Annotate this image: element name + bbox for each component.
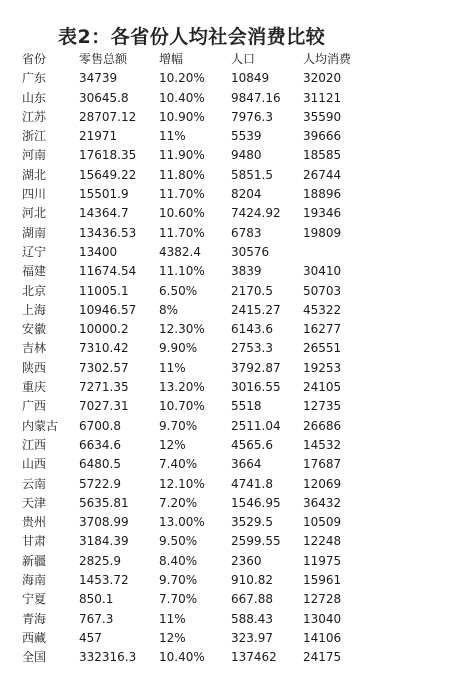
cell-per-capita: 12728 — [303, 592, 342, 607]
cell-growth: 10.70% — [159, 399, 205, 414]
cell-province: 上海 — [22, 302, 47, 317]
cell-population: 4565.6 — [231, 437, 273, 452]
cell-retail-total: 34739 — [79, 71, 118, 86]
table-row — [22, 610, 363, 629]
cell-retail-total: 10000.2 — [79, 322, 129, 337]
cell-retail-total: 10946.57 — [79, 302, 137, 317]
table-row — [22, 648, 363, 667]
table-row — [22, 127, 363, 146]
cell-population: 137462 — [231, 650, 277, 665]
cell-population: 910.82 — [231, 573, 273, 588]
cell-growth: 12% — [159, 437, 186, 452]
cell-population: 9480 — [231, 148, 262, 163]
cell-population: 2511.04 — [231, 418, 281, 433]
header-population: 人口 — [231, 52, 256, 66]
cell-per-capita: 26686 — [303, 418, 342, 433]
cell-population: 588.43 — [231, 611, 273, 626]
cell-province: 吉林 — [22, 341, 47, 356]
table-row — [22, 417, 363, 436]
cell-retail-total: 21971 — [79, 129, 118, 144]
cell-growth: 7.20% — [159, 495, 198, 510]
header-growth: 增幅 — [159, 52, 184, 66]
cell-population: 3839 — [231, 264, 262, 279]
cell-retail-total: 15649.22 — [79, 167, 137, 182]
table-row — [22, 89, 363, 108]
cell-growth: 12.10% — [159, 476, 205, 491]
cell-province: 全国 — [22, 650, 47, 665]
cell-population: 7976.3 — [231, 109, 273, 124]
table-row — [22, 339, 363, 358]
table-row — [22, 455, 363, 474]
cell-province: 宁夏 — [22, 592, 47, 607]
cell-growth: 7.70% — [159, 592, 198, 607]
cell-growth: 9.90% — [159, 341, 198, 356]
cell-retail-total: 13436.53 — [79, 225, 137, 240]
cell-population: 5518 — [231, 399, 262, 414]
table-row — [22, 69, 363, 88]
header-retail-total: 零售总额 — [79, 52, 128, 66]
table-row — [22, 359, 363, 378]
cell-population: 10849 — [231, 71, 270, 86]
cell-per-capita: 19809 — [303, 225, 342, 240]
cell-per-capita: 18585 — [303, 148, 342, 163]
cell-population: 6783 — [231, 225, 262, 240]
cell-province: 甘肃 — [22, 534, 47, 549]
cell-province: 安徽 — [22, 322, 47, 337]
cell-growth: 8% — [159, 302, 179, 317]
cell-population: 3529.5 — [231, 515, 273, 530]
header-per-capita: 人均消费 — [303, 52, 352, 66]
table-row — [22, 532, 363, 551]
cell-retail-total: 7271.35 — [79, 380, 129, 395]
cell-per-capita: 12069 — [303, 476, 342, 491]
cell-retail-total: 11674.54 — [79, 264, 137, 279]
cell-growth: 11.70% — [159, 187, 205, 202]
cell-growth: 4382.4 — [159, 244, 201, 259]
cell-province: 江西 — [22, 437, 47, 452]
cell-retail-total: 6634.6 — [79, 437, 121, 452]
cell-retail-total: 28707.12 — [79, 109, 137, 124]
cell-province: 四川 — [22, 187, 47, 202]
cell-retail-total: 767.3 — [79, 611, 114, 626]
cell-population: 3016.55 — [231, 380, 281, 395]
cell-province: 云南 — [22, 476, 47, 491]
table-row — [22, 262, 363, 281]
table-row — [22, 494, 363, 513]
cell-province: 海南 — [22, 573, 47, 588]
cell-per-capita: 10509 — [303, 515, 342, 530]
table-body — [22, 69, 363, 667]
cell-population: 6143.6 — [231, 322, 273, 337]
table-row — [22, 590, 363, 609]
cell-growth: 11% — [159, 360, 186, 375]
cell-growth: 13.20% — [159, 380, 205, 395]
table-row — [22, 166, 363, 185]
table-row — [22, 243, 363, 262]
cell-population: 5539 — [231, 129, 262, 144]
cell-province: 重庆 — [22, 380, 47, 395]
cell-retail-total: 13400 — [79, 244, 118, 259]
cell-province: 山东 — [22, 90, 47, 105]
cell-retail-total: 457 — [79, 630, 102, 645]
cell-per-capita: 32020 — [303, 71, 342, 86]
cell-province: 河南 — [22, 148, 47, 163]
cell-growth: 12% — [159, 630, 186, 645]
table-row — [22, 552, 363, 571]
table-row — [22, 513, 363, 532]
table-row — [22, 146, 363, 165]
cell-retail-total: 1453.72 — [79, 573, 129, 588]
cell-population: 8204 — [231, 187, 262, 202]
cell-retail-total: 5635.81 — [79, 495, 129, 510]
cell-growth: 12.30% — [159, 322, 205, 337]
cell-per-capita: 24175 — [303, 650, 342, 665]
header-province: 省份 — [22, 52, 47, 66]
cell-province: 西藏 — [22, 630, 47, 645]
table-row — [22, 475, 363, 494]
cell-retail-total: 7027.31 — [79, 399, 129, 414]
cell-population: 323.97 — [231, 630, 273, 645]
cell-per-capita: 11975 — [303, 553, 342, 568]
cell-retail-total: 850.1 — [79, 592, 114, 607]
cell-per-capita: 35590 — [303, 109, 342, 124]
cell-per-capita: 30410 — [303, 264, 342, 279]
cell-per-capita: 36432 — [303, 495, 342, 510]
cell-per-capita: 17687 — [303, 457, 342, 472]
table-row — [22, 320, 363, 339]
table-title: 表2：各省份人均社会消费比较 — [58, 26, 326, 48]
cell-growth: 11.80% — [159, 167, 205, 182]
cell-per-capita: 24105 — [303, 380, 342, 395]
cell-population: 3664 — [231, 457, 262, 472]
cell-population: 2753.3 — [231, 341, 273, 356]
cell-per-capita: 15961 — [303, 573, 342, 588]
consumption-table — [22, 50, 363, 668]
cell-population: 9847.16 — [231, 90, 281, 105]
cell-population: 2360 — [231, 553, 262, 568]
cell-population: 30576 — [231, 244, 270, 259]
cell-province: 山西 — [22, 457, 47, 472]
cell-per-capita: 14106 — [303, 630, 342, 645]
cell-population: 3792.87 — [231, 360, 281, 375]
table-row — [22, 397, 363, 416]
cell-population: 7424.92 — [231, 206, 281, 221]
cell-province: 浙江 — [22, 129, 47, 144]
cell-growth: 13.00% — [159, 515, 205, 530]
cell-retail-total: 15501.9 — [79, 187, 129, 202]
table-row — [22, 436, 363, 455]
cell-population: 2170.5 — [231, 283, 273, 298]
cell-population: 667.88 — [231, 592, 273, 607]
cell-per-capita: 31121 — [303, 90, 342, 105]
cell-province: 天津 — [22, 495, 47, 510]
table-row — [22, 301, 363, 320]
table-row — [22, 282, 363, 301]
cell-per-capita: 12735 — [303, 399, 342, 414]
table-row — [22, 204, 363, 223]
cell-province: 福建 — [22, 264, 47, 279]
cell-province: 湖北 — [22, 167, 47, 182]
cell-province: 广西 — [22, 399, 47, 414]
cell-retail-total: 5722.9 — [79, 476, 121, 491]
cell-growth: 9.50% — [159, 534, 198, 549]
cell-retail-total: 6700.8 — [79, 418, 121, 433]
cell-per-capita: 16277 — [303, 322, 342, 337]
cell-population: 1546.95 — [231, 495, 281, 510]
table-row — [22, 108, 363, 127]
cell-per-capita: 39666 — [303, 129, 342, 144]
cell-province: 北京 — [22, 283, 47, 298]
cell-growth: 7.40% — [159, 457, 198, 472]
cell-growth: 10.40% — [159, 90, 205, 105]
cell-retail-total: 14364.7 — [79, 206, 129, 221]
cell-growth: 10.20% — [159, 71, 205, 86]
cell-province: 新疆 — [22, 553, 47, 568]
cell-per-capita: 18896 — [303, 187, 342, 202]
table-row — [22, 185, 363, 204]
cell-growth: 10.40% — [159, 650, 205, 665]
cell-retail-total: 17618.35 — [79, 148, 137, 163]
cell-growth: 10.90% — [159, 109, 205, 124]
cell-per-capita — [303, 243, 363, 262]
cell-retail-total: 3708.99 — [79, 515, 129, 530]
cell-province: 江苏 — [22, 109, 47, 124]
cell-province: 河北 — [22, 206, 47, 221]
cell-growth: 9.70% — [159, 418, 198, 433]
cell-retail-total: 332316.3 — [79, 650, 137, 665]
cell-per-capita: 26744 — [303, 167, 342, 182]
cell-province: 湖南 — [22, 225, 47, 240]
cell-province: 陕西 — [22, 360, 47, 375]
table-row — [22, 378, 363, 397]
cell-retail-total: 2825.9 — [79, 553, 121, 568]
cell-province: 内蒙古 — [22, 418, 59, 433]
cell-retail-total: 3184.39 — [79, 534, 129, 549]
cell-per-capita: 12248 — [303, 534, 342, 549]
cell-growth: 11% — [159, 611, 186, 626]
cell-per-capita: 50703 — [303, 283, 342, 298]
cell-per-capita: 45322 — [303, 302, 342, 317]
cell-retail-total: 6480.5 — [79, 457, 121, 472]
header-row — [22, 50, 363, 69]
cell-growth: 11.70% — [159, 225, 205, 240]
cell-per-capita: 19253 — [303, 360, 342, 375]
cell-population: 2599.55 — [231, 534, 281, 549]
cell-province: 青海 — [22, 611, 47, 626]
cell-retail-total: 7310.42 — [79, 341, 129, 356]
cell-growth: 9.70% — [159, 573, 198, 588]
cell-province: 广东 — [22, 71, 47, 86]
cell-retail-total: 30645.8 — [79, 90, 129, 105]
cell-province: 辽宁 — [22, 244, 47, 259]
table-row — [22, 629, 363, 648]
cell-growth: 8.40% — [159, 553, 198, 568]
cell-growth: 6.50% — [159, 283, 198, 298]
cell-population: 2415.27 — [231, 302, 281, 317]
table-row — [22, 571, 363, 590]
cell-province: 贵州 — [22, 515, 47, 530]
cell-population: 5851.5 — [231, 167, 273, 182]
cell-per-capita: 19346 — [303, 206, 342, 221]
cell-growth: 11.10% — [159, 264, 205, 279]
cell-growth: 11.90% — [159, 148, 205, 163]
cell-growth: 11% — [159, 129, 186, 144]
cell-growth: 10.60% — [159, 206, 205, 221]
cell-per-capita: 13040 — [303, 611, 342, 626]
cell-per-capita: 26551 — [303, 341, 342, 356]
cell-per-capita: 14532 — [303, 437, 342, 452]
table-row — [22, 224, 363, 243]
cell-retail-total: 11005.1 — [79, 283, 129, 298]
cell-population: 4741.8 — [231, 476, 273, 491]
cell-retail-total: 7302.57 — [79, 360, 129, 375]
